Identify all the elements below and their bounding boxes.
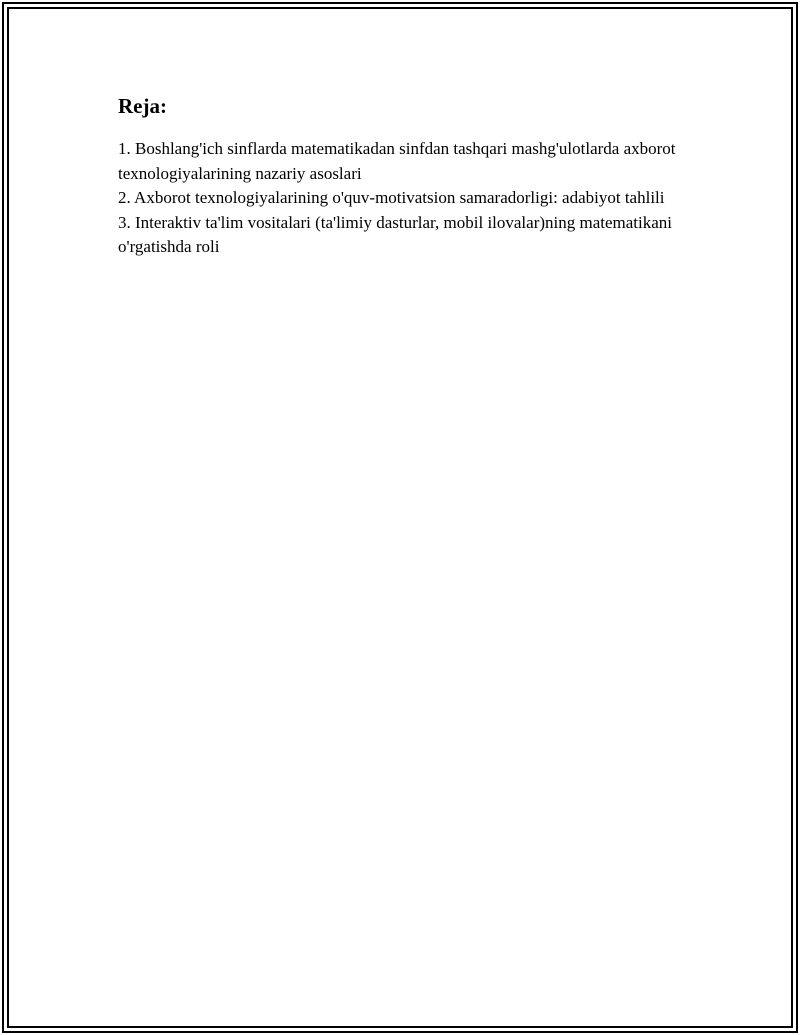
plan-heading: Reja:	[118, 94, 167, 118]
document-content	[118, 92, 678, 260]
plan-item-2: 2. Axborot texnologiyalarining o'quv-motivatsion samaradorligi: adabiyot tahlili	[118, 188, 665, 207]
plan-list	[118, 137, 678, 260]
plan-item-1: 1. Boshlang'ich sinflarda matematikadan sinfdan tashqari mashg'ulotlarda axborot texnologiyalarining nazariy asoslari	[118, 139, 676, 183]
plan-item-3: 3. Interaktiv ta'lim vositalari (ta'limiy dasturlar, mobil ilovalar)ning matematikani o'rgatishda roli	[118, 212, 673, 256]
